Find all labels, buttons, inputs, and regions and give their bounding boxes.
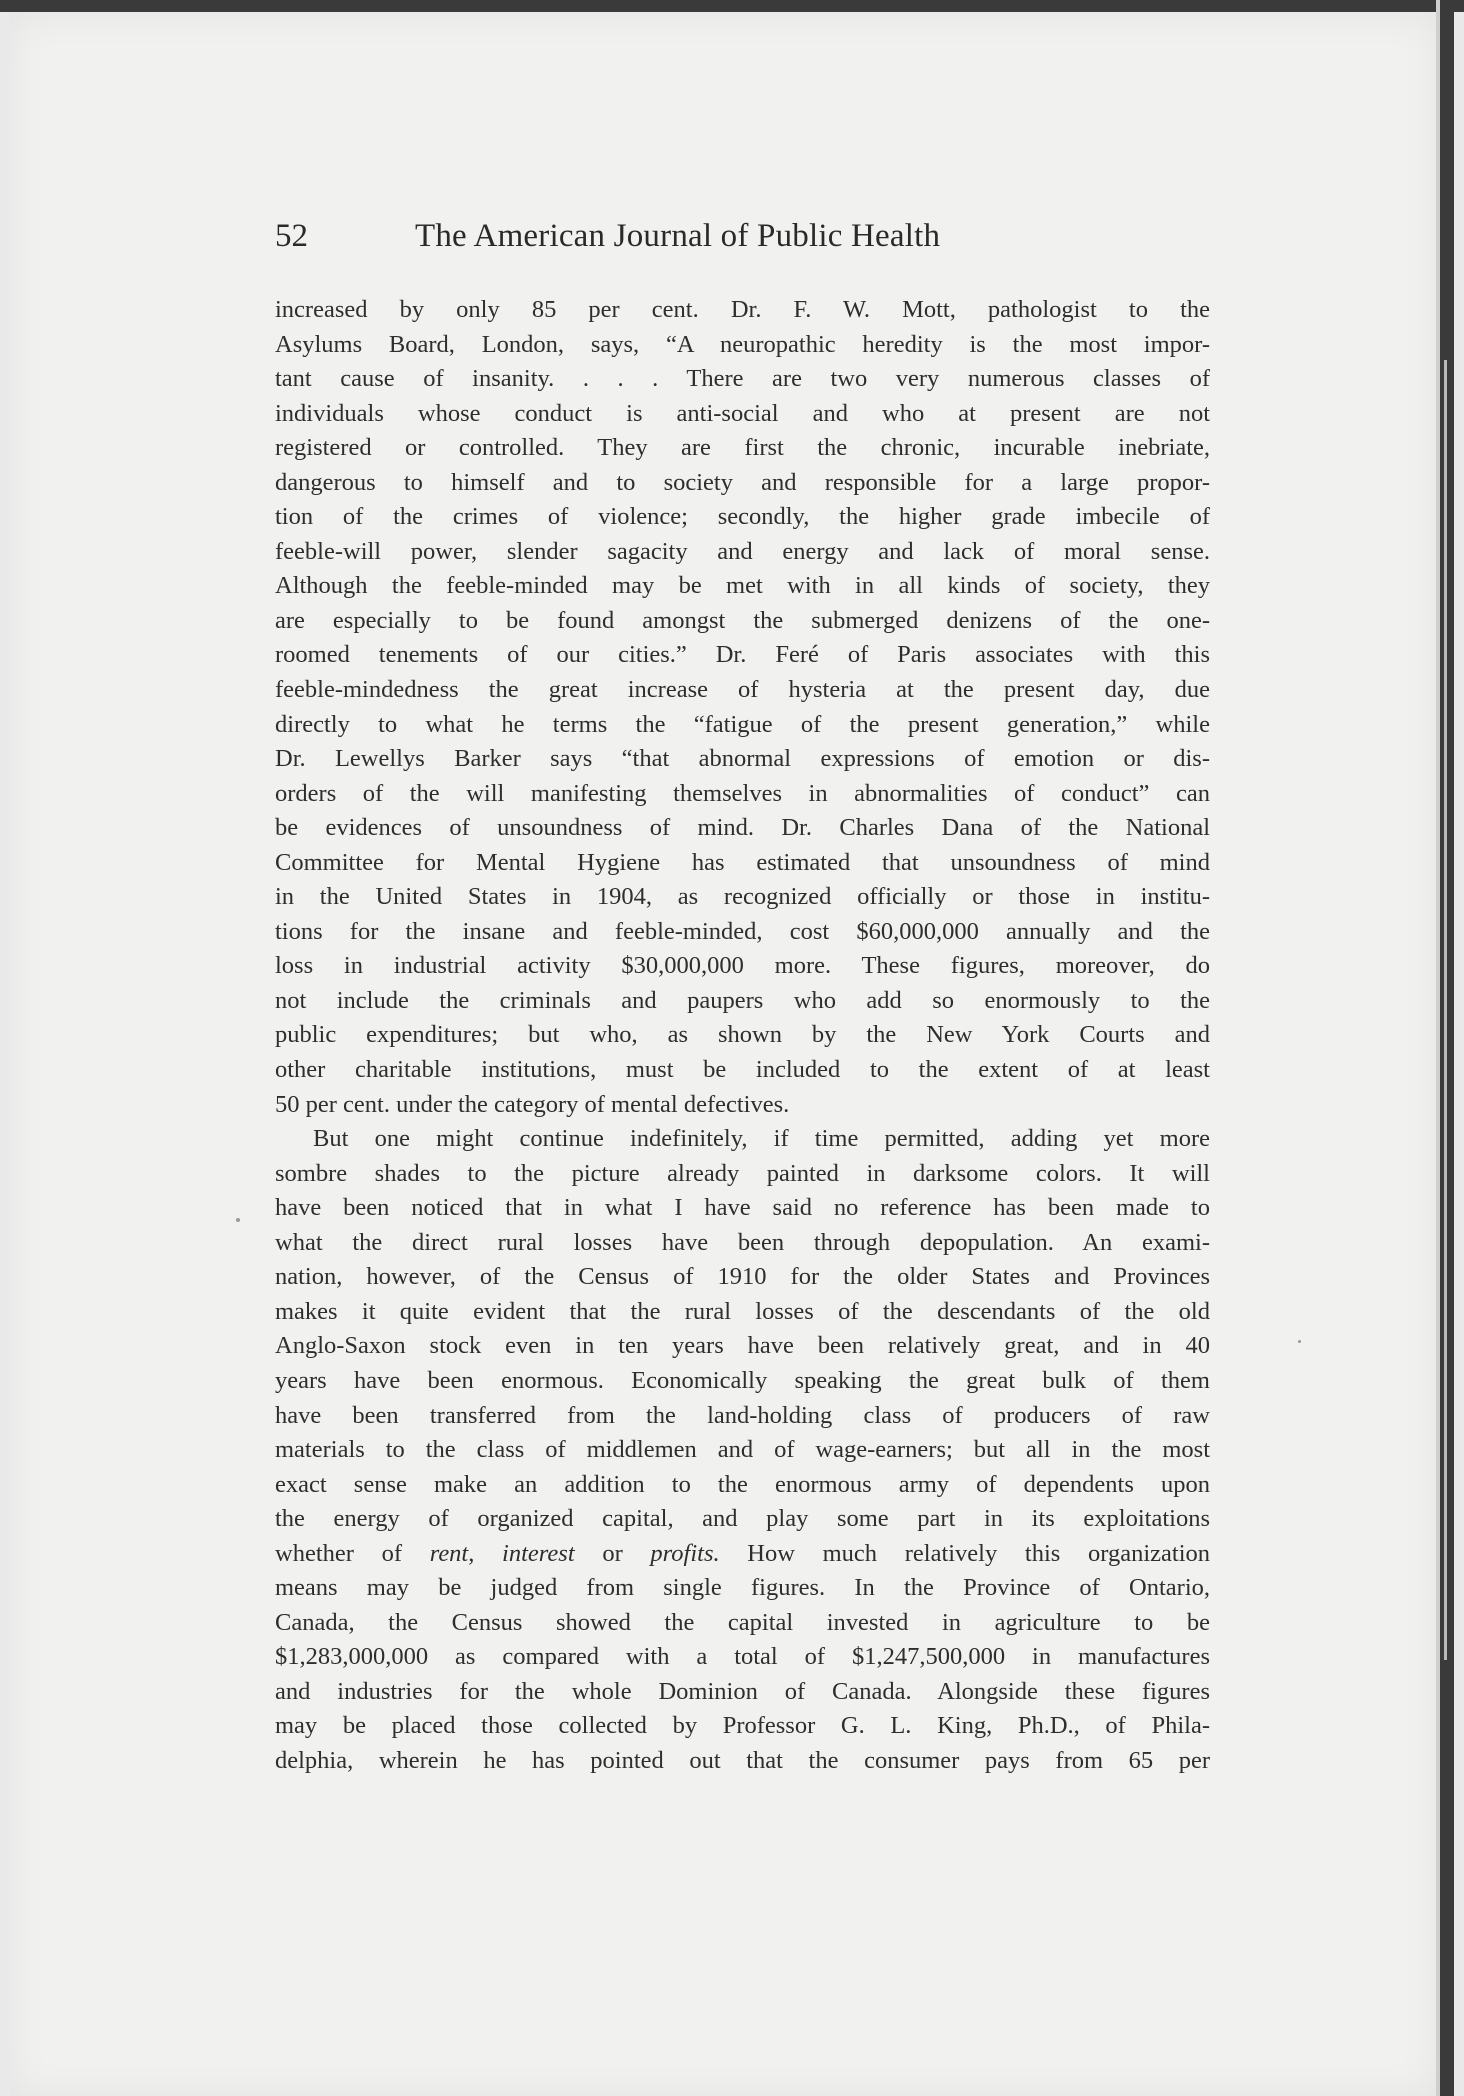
text-line: nation, however, of the Census of 1910 for the older States and Provinces bbox=[275, 1263, 1210, 1291]
text-run: or bbox=[574, 1539, 651, 1567]
text-run: whether of bbox=[275, 1539, 430, 1567]
text-line: roomed tenements of our cities.” Dr. Feré of Paris associates with this bbox=[275, 641, 1210, 669]
text-line: makes it quite evident that the rural losses of the descendants of the old bbox=[275, 1297, 1210, 1325]
page-number: 52 bbox=[275, 218, 308, 254]
text-line: may be placed those collected by Professor G. L. King, Ph.D., of Phila- bbox=[275, 1712, 1210, 1740]
text-line: years have been enormous. Economically speaking the great bulk of them bbox=[275, 1366, 1210, 1394]
text-line: feeble-mindedness the great increase of hysteria at the present day, due bbox=[275, 676, 1210, 704]
text-line: means may be judged from single figures. In the Province of Ontario, bbox=[275, 1574, 1210, 1602]
text-line: tion of the crimes of violence; secondly, the higher grade imbecile of bbox=[275, 503, 1210, 531]
page-header bbox=[275, 218, 1215, 255]
running-title: The American Journal of Public Health bbox=[415, 218, 941, 254]
dust-speck bbox=[1298, 1340, 1301, 1343]
text-line: Although the feeble-minded may be met with in all kinds of society, they bbox=[275, 572, 1210, 600]
text-line: feeble-will power, slender sagacity and energy and lack of moral sense. bbox=[275, 537, 1210, 565]
text-line: individuals whose conduct is anti-social and who at present are not bbox=[275, 399, 1210, 427]
text-line: orders of the will manifesting themselves in abnormalities of conduct” can bbox=[275, 779, 1210, 807]
text-line: Committee for Mental Hygiene has estimated that unsoundness of mind bbox=[275, 848, 1210, 876]
text-line: Dr. Lewellys Barker says “that abnormal expressions of emotion or dis- bbox=[275, 745, 1210, 773]
text-line: and industries for the whole Dominion of Canada. Alongside these figures bbox=[275, 1677, 1210, 1705]
text-line: the energy of organized capital, and play some part in its exploitations bbox=[275, 1505, 1210, 1533]
text-line: Canada, the Census showed the capital invested in agriculture to be bbox=[275, 1608, 1210, 1636]
text-line: But one might continue indefinitely, if time permitted, adding yet more bbox=[313, 1125, 1210, 1153]
scan-top-edge bbox=[0, 0, 1464, 12]
text-line: Asylums Board, London, says, “A neuropathic heredity is the most impor- bbox=[275, 330, 1210, 358]
text-line: sombre shades to the picture already painted in darksome colors. It will bbox=[275, 1159, 1210, 1187]
scan-right-edge bbox=[1440, 0, 1454, 2096]
text-line: public expenditures; but who, as shown by the New York Courts and bbox=[275, 1021, 1210, 1049]
text-line: registered or controlled. They are first the chronic, incurable inebriate, bbox=[275, 434, 1210, 462]
text-line: materials to the class of middlemen and of wage-earners; but all in the most bbox=[275, 1436, 1210, 1464]
text-line: in the United States in 1904, as recognized officially or those in institu- bbox=[275, 883, 1210, 911]
text-line: increased by only 85 per cent. Dr. F. W. Mott, pathologist to the bbox=[275, 296, 1210, 323]
page-edge-strip bbox=[1436, 0, 1440, 2096]
text-line: other charitable institutions, must be included to the extent of at least bbox=[275, 1056, 1210, 1084]
text-line: $1,283,000,000 as compared with a total of $1,247,500,000 in manufactures bbox=[275, 1643, 1210, 1671]
text-line: 50 per cent. under the category of mental defectives. bbox=[275, 1090, 790, 1118]
dust-speck bbox=[236, 1218, 240, 1222]
text-run: How much relatively this organization bbox=[719, 1539, 1210, 1567]
text-line: are especially to be found amongst the submerged denizens of the one- bbox=[275, 606, 1210, 634]
text-line: directly to what he terms the “fatigue of the present generation,” while bbox=[275, 710, 1210, 738]
text-line: tant cause of insanity. . . . There are two very numerous classes of bbox=[275, 365, 1210, 393]
text-line: be evidences of unsoundness of mind. Dr. Charles Dana of the National bbox=[275, 814, 1210, 842]
text-line: what the direct rural losses have been through depopulation. An exami- bbox=[275, 1228, 1210, 1256]
text-line: Anglo-Saxon stock even in ten years have been relatively great, and in 40 bbox=[275, 1332, 1210, 1360]
text-line: tions for the insane and feeble-minded, cost $60,000,000 annually and the bbox=[275, 917, 1210, 945]
text-line: dangerous to himself and to society and responsible for a large propor- bbox=[275, 468, 1210, 496]
italic-text: rent, interest bbox=[429, 1539, 575, 1567]
page-fold-line bbox=[1444, 360, 1447, 1660]
text-line: exact sense make an addition to the enormous army of dependents upon bbox=[275, 1470, 1210, 1498]
paragraph-2 bbox=[275, 1122, 1210, 1778]
text-line: have been transferred from the land-holding class of producers of raw bbox=[275, 1401, 1210, 1429]
text-line-with-italics bbox=[275, 1537, 1210, 1572]
text-line: loss in industrial activity $30,000,000 more. These figures, moreover, do bbox=[275, 952, 1210, 980]
italic-text: profits. bbox=[650, 1539, 720, 1567]
body-text bbox=[275, 293, 1210, 1779]
text-line: have been noticed that in what I have said no reference has been made to bbox=[275, 1194, 1210, 1222]
paragraph-1 bbox=[275, 293, 1210, 1122]
text-line: delphia, wherein he has pointed out that the consumer pays from 65 per bbox=[275, 1746, 1210, 1774]
text-line: not include the criminals and paupers who add so enormously to the bbox=[275, 986, 1210, 1014]
